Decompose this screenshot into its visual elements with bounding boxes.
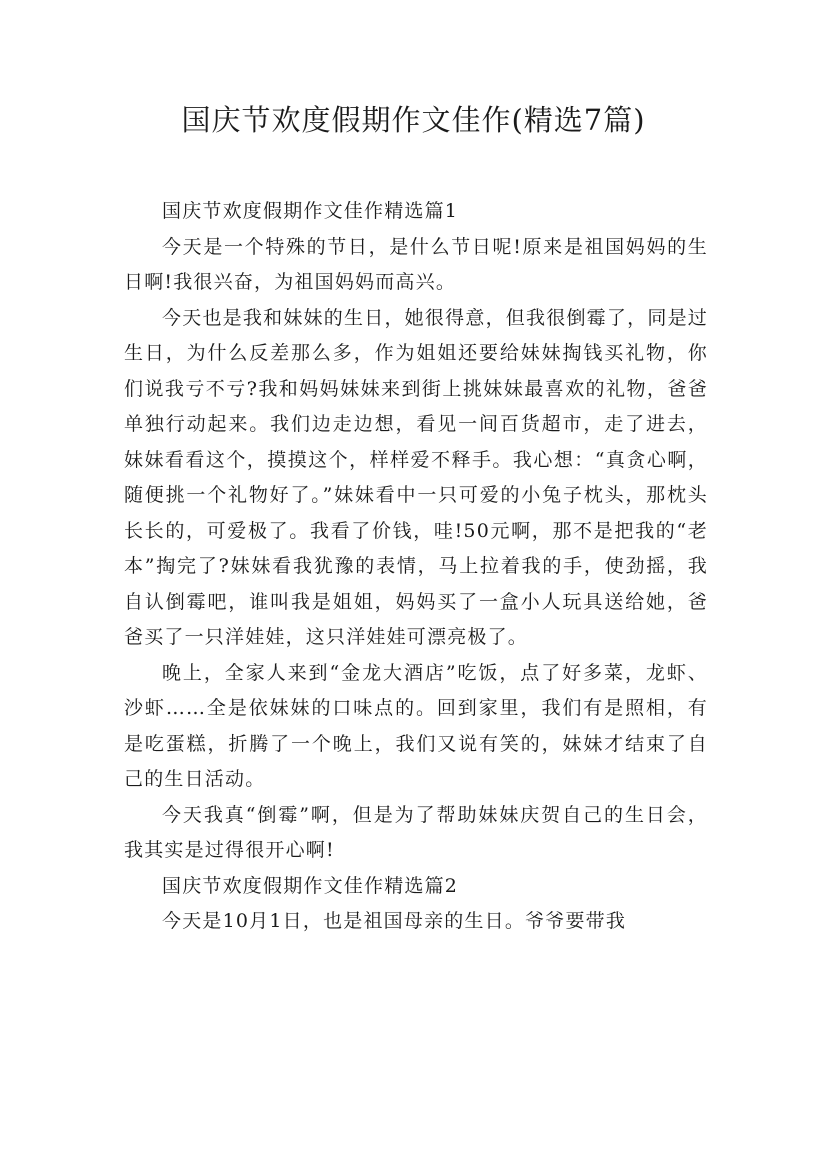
document-body [124,194,708,940]
paragraph: 今天是10月1日，也是祖国母亲的生日。爷爷要带我 [162,910,627,932]
paragraph: 今天我真“倒霉”啊，但是为了帮助妹妹庆贺自己的生日会，我其实是过得很开心啊! [124,803,708,861]
section-heading-1: 国庆节欢度假期作文佳作精选篇1 [162,200,459,222]
paragraph: 晚上，全家人来到“金龙大酒店”吃饭，点了好多菜，龙虾、沙虾……全是依妹妹的口味点的。回到家里，我们有是照相，有是吃蛋糕，折腾了一个晚上，我们又说有笑的，妹妹才结束了自己的生日活动。 [124,661,708,790]
paragraph: 今天是一个特殊的节日，是什么节日呢!原来是祖国妈妈的生日啊!我很兴奋，为祖国妈妈而高兴。 [124,235,708,293]
section-heading-2: 国庆节欢度假期作文佳作精选篇2 [162,874,459,897]
document-title: 国庆节欢度假期作文佳作(精选7篇) [181,103,646,137]
paragraph: 今天也是我和妹妹的生日，她很得意，但我很倒霉了，同是过生日，为什么反差那么多，作为姐姐还要给妹妹掏钱买礼物，你们说我亏不亏?我和妈妈妹妹来到街上挑妹妹最喜欢的礼物，爸爸单独行动起来。我们边走边想，看见一间百货超市，走了进去，妹妹看看这个，摸摸这个，样样爱不释手。我心想：“真贪心啊，随便挑一个礼物好了。”妹妹看中一只可爱的小兔子枕头，那枕头长长的，可爱极了。我看了价钱，哇!50元啊，那不是把我的“老本”掏完了?妹妹看我犹豫的表情，马上拉着我的手，使劲摇，我自认倒霉吧，谁叫我是姐姐，妈妈买了一盒小人玩具送给她，爸爸买了一只洋娃娃，这只洋娃娃可漂亮极了。 [124,306,708,648]
